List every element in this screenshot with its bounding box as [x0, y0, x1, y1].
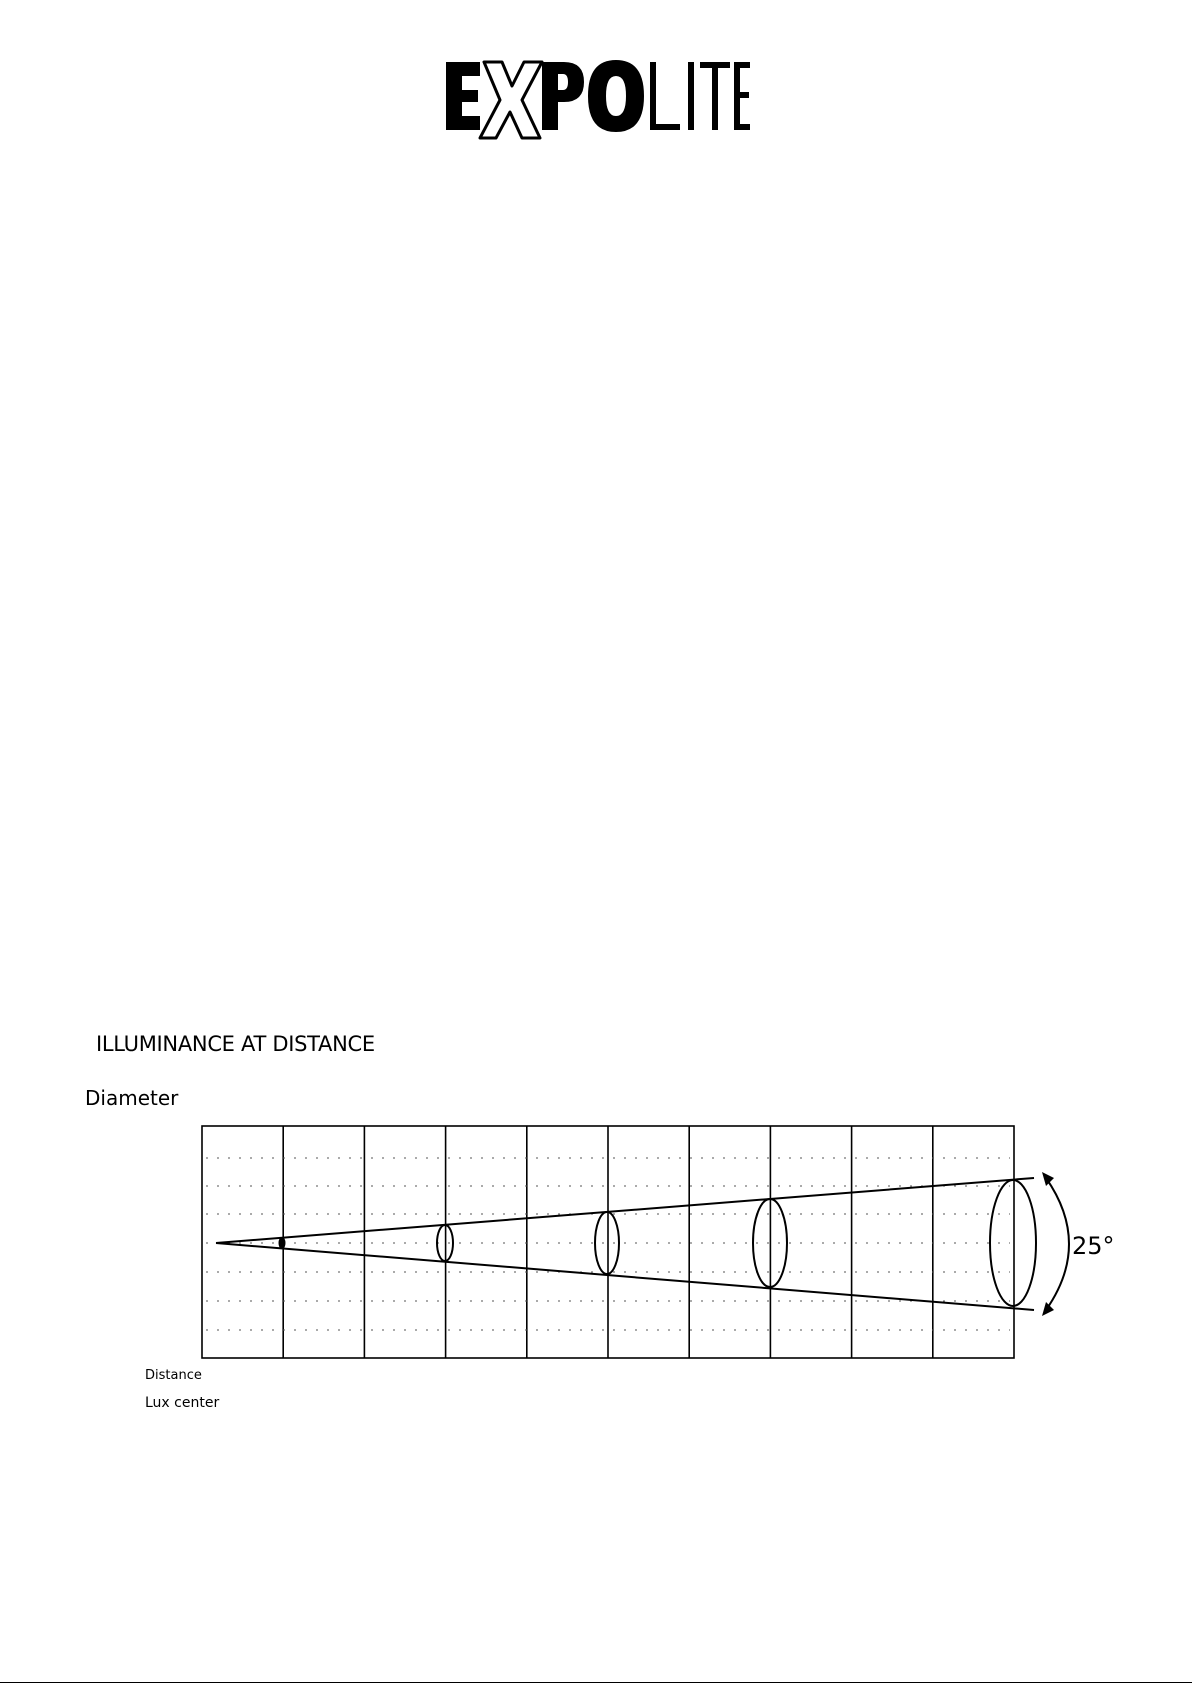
diameter-label: Diameter	[85, 1086, 179, 1110]
arrow-up-icon	[1042, 1172, 1054, 1186]
arrow-down-icon	[1042, 1302, 1054, 1316]
beam-cone	[216, 1178, 1034, 1310]
logo-graphic	[444, 56, 750, 142]
beam-circle	[990, 1180, 1036, 1306]
beam-circle	[595, 1212, 619, 1274]
beam-circle	[280, 1238, 285, 1248]
grid-frame	[202, 1126, 1014, 1358]
expolite-logo	[444, 56, 750, 142]
beam-circle	[753, 1199, 787, 1287]
diagram-grid	[202, 1126, 1014, 1358]
beam-upper-edge	[216, 1178, 1034, 1243]
beam-angle-label: 25°	[1072, 1232, 1115, 1260]
beam-circle	[437, 1225, 453, 1261]
section-title: ILLUMINANCE AT DISTANCE	[96, 1032, 375, 1056]
distance-row-label: Distance	[145, 1368, 202, 1383]
footer-divider	[0, 1682, 1192, 1683]
lux-center-row-label: Lux center	[145, 1395, 220, 1411]
beam-lower-edge	[216, 1243, 1034, 1310]
beam-circles	[280, 1180, 1037, 1306]
angle-indicator	[1042, 1172, 1115, 1316]
